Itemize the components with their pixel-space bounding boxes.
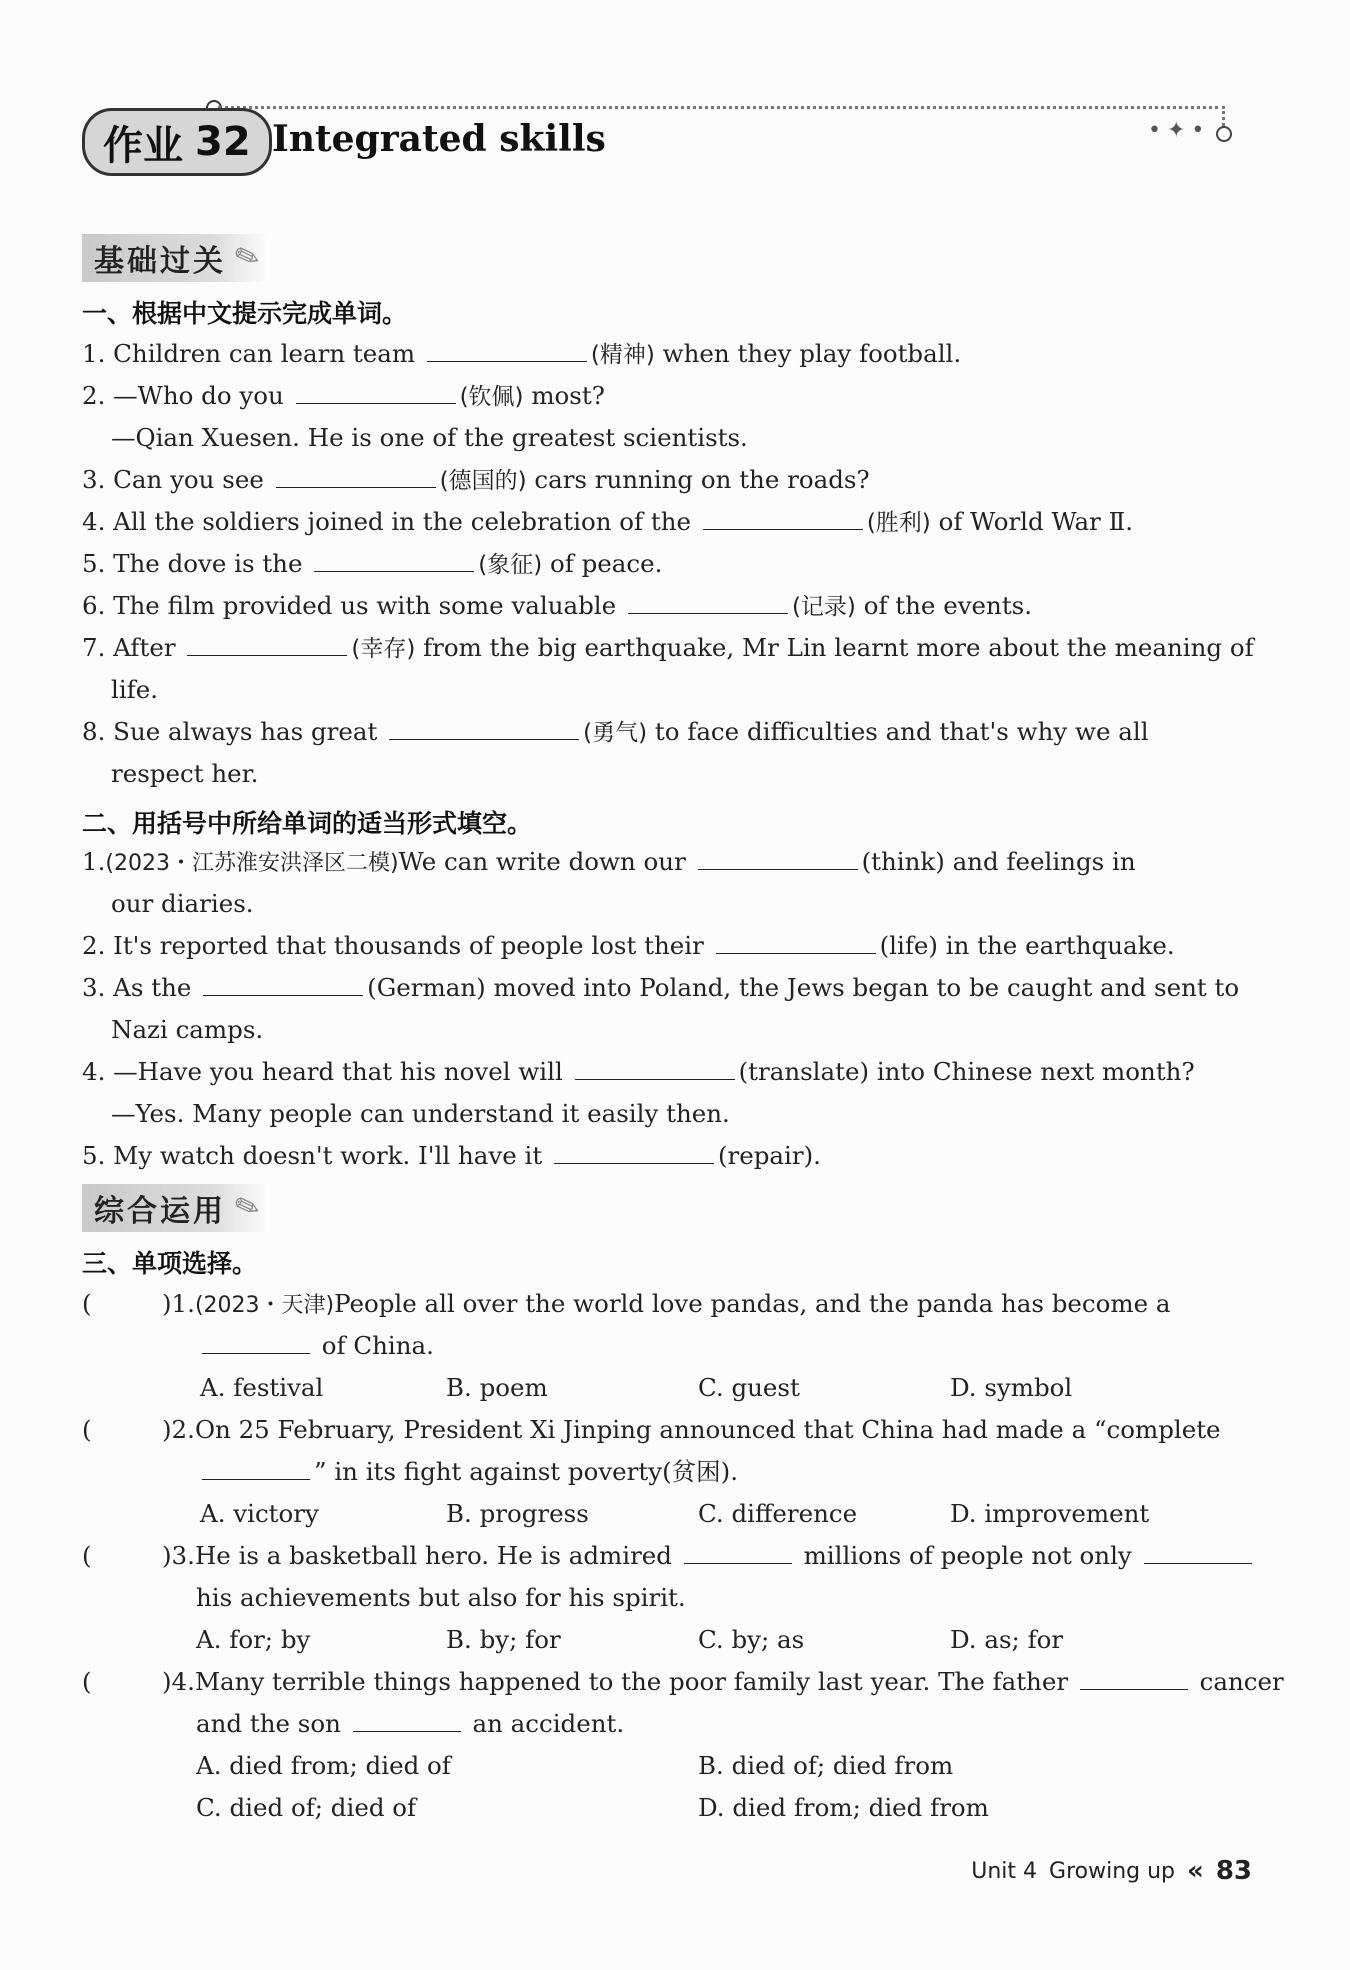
item-text: 4. All the soldiers joined in the celebration of the (82, 507, 692, 536)
part2-item-3 (82, 968, 1242, 1008)
question-text: Many terrible things happened to the poor family last year. The father (194, 1667, 1069, 1696)
part2-item-4-cont (111, 1094, 1271, 1134)
item-text: —Qian Xuesen. He is one of the greatest scientists. (111, 423, 748, 452)
hint-text: (德国的) (439, 468, 527, 494)
mcq-1-option-d[interactable]: D. symbol (950, 1373, 1073, 1402)
hint-text: (life) (879, 931, 938, 960)
question-text: an accident. (472, 1709, 625, 1738)
mcq-2-line-1 (82, 1410, 1242, 1450)
question-text: his achievements but also for his spirit. (196, 1583, 686, 1612)
answer-blank[interactable] (314, 545, 474, 572)
item-text: when they play football. (662, 339, 962, 368)
section-tag-basics (82, 234, 268, 282)
answer-blank[interactable] (187, 629, 347, 656)
answer-blank[interactable] (202, 1327, 310, 1354)
answer-paren[interactable]: ( (82, 1541, 92, 1570)
part1-item-7-cont (111, 670, 1271, 710)
part2-item-1 (82, 842, 1242, 884)
hint-text: (勇气) (583, 720, 648, 746)
header-dotted-line (218, 106, 1218, 109)
mcq-3-line-2 (196, 1578, 1350, 1618)
item-text: cars running on the roads? (534, 465, 870, 494)
item-number: 1. (82, 847, 106, 876)
section-tag-integrated (82, 1184, 268, 1232)
answer-paren[interactable]: ( (82, 1289, 92, 1318)
question-text: On 25 February, President Xi Jinping announced that China had made a “complete (194, 1415, 1221, 1444)
mcq-4-option-d[interactable]: D. died from; died from (698, 1793, 989, 1822)
hint-text: (translate) (738, 1057, 870, 1086)
homework-number: 32 (195, 119, 251, 165)
footer-unit: Unit 4 (971, 1858, 1038, 1884)
part1-item-8-cont (111, 754, 1271, 794)
mcq-3-option-c[interactable]: C. by; as (698, 1625, 805, 1654)
question-number: )4. (162, 1667, 195, 1696)
part3-heading: 三、单项选择。 (82, 1249, 258, 1278)
answer-blank[interactable] (427, 335, 587, 362)
page-title: Integrated skills (272, 118, 606, 160)
mcq-2-option-a[interactable]: A. victory (200, 1499, 319, 1528)
pencil-icon: ✎ (229, 1186, 266, 1229)
answer-blank[interactable] (698, 843, 858, 870)
item-text: into Chinese next month? (876, 1057, 1195, 1086)
answer-blank[interactable] (575, 1053, 735, 1080)
part2-item-4 (82, 1052, 1242, 1092)
item-text: We can write down our (398, 847, 686, 876)
mcq-2-line-2 (198, 1452, 1350, 1492)
item-text: 3. As the (82, 973, 192, 1002)
mcq-4-option-a[interactable]: A. died from; died of (196, 1751, 451, 1780)
hint-text: (repair). (717, 1141, 821, 1170)
item-text: respect her. (111, 759, 259, 788)
mcq-4-line-2 (196, 1704, 1350, 1744)
item-text: 3. Can you see (82, 465, 264, 494)
answer-blank[interactable] (684, 1537, 792, 1564)
mcq-1-line-1 (82, 1284, 1242, 1326)
item-text: —Yes. Many people can understand it easily then. (111, 1099, 730, 1128)
answer-blank[interactable] (203, 969, 363, 996)
item-text: moved into Poland, the Jews began to be caught and sent to (493, 973, 1240, 1002)
item-text: 5. The dove is the (82, 549, 303, 578)
answer-blank[interactable] (276, 461, 436, 488)
part1-item-6 (82, 586, 1242, 627)
mcq-3-line-1 (82, 1536, 1242, 1576)
mcq-4-option-c[interactable]: C. died of; died of (196, 1793, 417, 1822)
answer-blank[interactable] (202, 1453, 310, 1480)
hint-text: (记录) (791, 594, 856, 620)
question-text: millions of people not only (803, 1541, 1132, 1570)
section-tag-label: 基础过关 (94, 244, 226, 279)
hint-text: (钦佩) (459, 384, 524, 410)
item-text: Nazi camps. (111, 1015, 264, 1044)
question-text: cancer (1199, 1667, 1284, 1696)
hint-text: (胜利) (866, 510, 931, 536)
homework-badge (82, 108, 272, 176)
item-text: of the events. (863, 591, 1033, 620)
item-text: most? (531, 381, 605, 410)
question-number: )2. (162, 1415, 195, 1444)
mcq-3-option-b[interactable]: B. by; for (446, 1625, 561, 1654)
item-text: life. (111, 675, 159, 704)
part1-item-7 (82, 628, 1254, 669)
item-text: 4. —Have you heard that his novel will (82, 1057, 563, 1086)
mcq-1-option-c[interactable]: C. guest (698, 1373, 800, 1402)
mcq-3-option-a[interactable]: A. for; by (196, 1625, 311, 1654)
hint-text: (幸存) (351, 636, 416, 662)
part1-item-2-cont (111, 418, 1271, 458)
answer-paren[interactable]: ( (82, 1667, 92, 1696)
hint-text: (精神) (590, 342, 655, 368)
question-number: )1. (162, 1289, 195, 1318)
part2-item-1-cont (111, 884, 1271, 924)
answer-blank[interactable] (353, 1705, 461, 1732)
hint-text: (think) (861, 847, 945, 876)
question-number: )3. (162, 1541, 195, 1570)
pencil-icon: ✎ (229, 236, 266, 279)
item-text: 7. After (82, 633, 176, 662)
part1-item-8 (82, 712, 1242, 753)
mcq-1-option-b[interactable]: B. poem (446, 1373, 548, 1402)
item-text: from the big earthquake, Mr Lin learnt more about the meaning of (423, 633, 1254, 662)
part1-item-1 (82, 334, 1242, 375)
item-text: of World War Ⅱ. (938, 507, 1134, 536)
mcq-4-option-b[interactable]: B. died of; died from (698, 1751, 954, 1780)
question-text: and the son (196, 1709, 341, 1738)
section-tag-label: 综合运用 (94, 1194, 226, 1229)
page-footer (971, 1856, 1252, 1886)
mcq-3-option-d[interactable]: D. as; for (950, 1625, 1064, 1654)
mcq-2-option-d[interactable]: D. improvement (950, 1499, 1150, 1528)
sparkle-icon: •✦• (1148, 118, 1211, 143)
ring-icon (1216, 126, 1232, 142)
answer-blank[interactable] (1144, 1537, 1252, 1564)
answer-blank[interactable] (1080, 1663, 1188, 1690)
item-text: to face difficulties and that's why we all (654, 717, 1149, 746)
question-text: ” in its fight against poverty(贫困). (314, 1457, 738, 1486)
part2-item-2 (82, 926, 1242, 966)
double-chevron-left-icon: « (1187, 1856, 1204, 1886)
item-text: 2. —Who do you (82, 381, 284, 410)
answer-paren[interactable]: ( (82, 1415, 92, 1444)
answer-blank[interactable] (389, 713, 579, 740)
item-text: our diaries. (111, 889, 254, 918)
part1-item-3 (82, 460, 1242, 501)
part1-item-4 (82, 502, 1242, 543)
part2-item-5 (82, 1136, 1242, 1176)
question-text: People all over the world love pandas, and the panda has become a (334, 1289, 1171, 1318)
source-note: (2023・天津) (194, 1293, 335, 1318)
mcq-2-option-c[interactable]: C. difference (698, 1499, 858, 1528)
part2-heading: 二、用括号中所给单词的适当形式填空。 (82, 809, 533, 838)
part1-item-2 (82, 376, 1242, 417)
mcq-4-line-1 (82, 1662, 1284, 1702)
mcq-1-line-2 (198, 1326, 1350, 1366)
hint-text: (象征) (478, 552, 543, 578)
mcq-1-option-a[interactable]: A. festival (200, 1373, 324, 1402)
part1-item-5 (82, 544, 1242, 585)
source-note: (2023・江苏淮安洪泽区二模) (105, 851, 399, 876)
footer-topic: Growing up (1049, 1858, 1176, 1884)
page-number: 83 (1215, 1856, 1252, 1886)
item-text: 1. Children can learn team (82, 339, 416, 368)
answer-blank[interactable] (628, 587, 788, 614)
item-text: 8. Sue always has great (82, 717, 378, 746)
answer-blank[interactable] (554, 1137, 714, 1164)
part1-heading: 一、根据中文提示完成单词。 (82, 299, 408, 328)
item-text: 6. The film provided us with some valuable (82, 591, 617, 620)
question-text: He is a basketball hero. He is admired (194, 1541, 672, 1570)
item-text: in the earthquake. (945, 931, 1175, 960)
item-text: 2. It's reported that thousands of people lost their (82, 931, 704, 960)
item-text: 5. My watch doesn't work. I'll have it (82, 1141, 543, 1170)
answer-blank[interactable] (296, 377, 456, 404)
item-text: and feelings in (952, 847, 1136, 876)
homework-label: 作业 (103, 122, 183, 169)
header-dotted-drop (1222, 106, 1225, 126)
question-text: of China. (321, 1331, 434, 1360)
part2-item-3-cont (111, 1010, 1271, 1050)
answer-blank[interactable] (716, 927, 876, 954)
answer-blank[interactable] (703, 503, 863, 530)
hint-text: (German) (367, 973, 486, 1002)
item-text: of peace. (550, 549, 663, 578)
mcq-2-option-b[interactable]: B. progress (446, 1499, 589, 1528)
